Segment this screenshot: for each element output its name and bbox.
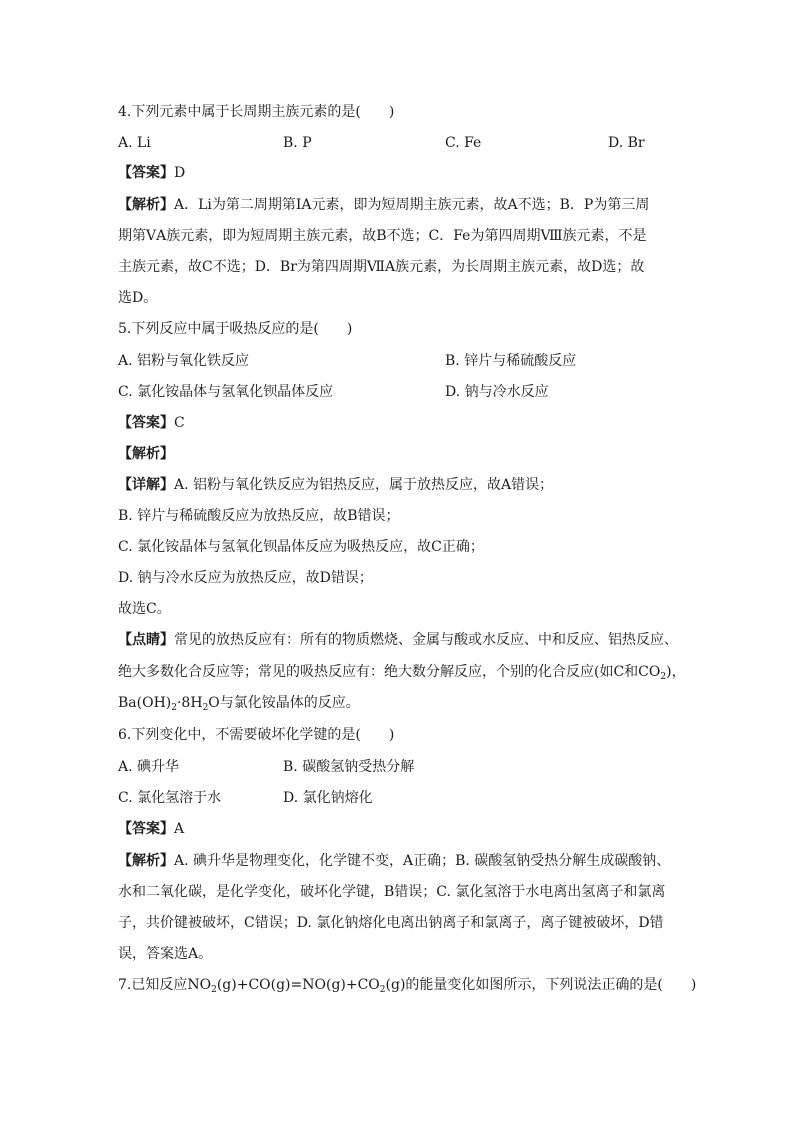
subscript: 2 bbox=[171, 703, 177, 713]
q4-analysis-line-1 bbox=[118, 195, 688, 215]
q4-option-c: C. Fe bbox=[445, 135, 482, 151]
q5-note-line-3 bbox=[118, 693, 688, 713]
answer-value: C bbox=[174, 415, 185, 431]
stem-text: (g)的能量变化如图所示，下列说法正确的是( ) bbox=[385, 977, 697, 993]
q5-note-line-2 bbox=[118, 662, 688, 682]
note-text: 绝大多数化合反应等；常见的吸热反应有：绝大数分解反应，个别的化合反应(如C和CO bbox=[118, 664, 661, 680]
q6-option-d: D. 氯化钠熔化 bbox=[283, 790, 373, 806]
q5-analysis-tag bbox=[118, 444, 688, 464]
subscript: 2 bbox=[660, 672, 667, 682]
note-text: 常见的放热反应有：所有的物质燃烧、金属与酸或水反应、中和反应、铝热反应、 bbox=[174, 632, 678, 648]
q5-note-line-1 bbox=[118, 630, 688, 650]
question-5-stem: 5.下列反应中属于吸热反应的是( ) bbox=[118, 321, 353, 337]
q4-analysis-line-4: 选D。 bbox=[118, 290, 158, 306]
analysis-text: A. 碘升华是物理变化，化学键不变，A正确；B. 碳酸氢钠受热分解生成碳酸钠、 bbox=[174, 853, 671, 869]
formula-text: Ba(OH) bbox=[118, 695, 172, 711]
q4-option-d: D. Br bbox=[608, 135, 645, 151]
answer-value: A bbox=[174, 821, 185, 837]
q4-option-b: B. P bbox=[283, 135, 312, 151]
note-text: O与氯化铵晶体的反应。 bbox=[208, 695, 360, 711]
analysis-tag: 【解析】 bbox=[118, 853, 174, 869]
q5-detail-line-3: C. 氯化铵晶体与氢氧化钡晶体反应为吸热反应，故C正确； bbox=[118, 539, 484, 555]
answer-value: D bbox=[174, 165, 186, 181]
stem-text: (g)+CO(g)=NO(g)+CO bbox=[216, 977, 380, 993]
q5-option-a: A. 铝粉与氧化铁反应 bbox=[118, 353, 250, 369]
question-4-stem: 4.下列元素中属于长周期主族元素的是( ) bbox=[118, 104, 395, 120]
q6-analysis-line-3: 子，共价键被破坏，C错误；D. 氯化钠熔化电离出钠离子和氯离子，离子键被破坏，D错 bbox=[118, 915, 664, 931]
q4-analysis-line-3: 主族元素，故C不选；D．Br为第四周期ⅦA族元素，为长周期主族元素，故D选；故 bbox=[118, 259, 645, 275]
q5-detail-line-4: D. 钠与冷水反应为放热反应，故D错误； bbox=[118, 570, 373, 586]
q6-option-a: A. 碘升华 bbox=[118, 759, 180, 775]
q5-answer bbox=[118, 413, 688, 433]
q6-answer bbox=[118, 819, 688, 839]
q6-option-b: B. 碳酸氢钠受热分解 bbox=[283, 759, 415, 775]
stem-text: 7.已知反应NO bbox=[118, 977, 212, 993]
q6-analysis-line-1 bbox=[118, 851, 688, 871]
q6-option-c: C. 氯化氢溶于水 bbox=[118, 790, 222, 806]
analysis-text: A．Li为第二周期第ⅠA元素，即为短周期主族元素，故A不选；B．P为第三周 bbox=[174, 197, 650, 213]
q4-answer bbox=[118, 163, 688, 183]
q5-option-c: C. 氯化铵晶体与氢氧化钡晶体反应 bbox=[118, 384, 334, 400]
question-7-stem bbox=[118, 975, 697, 995]
q5-option-b: B. 锌片与稀硫酸反应 bbox=[445, 353, 577, 369]
answer-tag: 【答案】 bbox=[118, 165, 174, 181]
q4-analysis-line-2: 期第ⅤA族元素，即为短周期主族元素，故B不选；C．Fe为第四周期Ⅷ族元素，不是 bbox=[118, 228, 647, 244]
detail-tag: 【详解】 bbox=[118, 477, 174, 493]
q5-option-d: D. 钠与冷水反应 bbox=[445, 384, 549, 400]
detail-text: A. 铝粉与氧化铁反应为铝热反应，属于放热反应，故A错误； bbox=[174, 477, 554, 493]
subscript: 2 bbox=[379, 985, 386, 995]
q6-analysis-line-2: 水和二氧化碳，是化学变化，破坏化学键，B错误；C. 氯化氢溶于水电离出氢离子和氯离 bbox=[118, 884, 666, 900]
note-text: )， bbox=[666, 664, 686, 680]
analysis-tag: 【解析】 bbox=[118, 197, 174, 213]
q4-option-a: A. Li bbox=[118, 135, 151, 151]
q5-detail-line-5: 故选C。 bbox=[118, 601, 171, 617]
q6-analysis-line-4: 误，答案选A。 bbox=[118, 946, 213, 962]
answer-tag: 【答案】 bbox=[118, 821, 174, 837]
analysis-tag: 【解析】 bbox=[118, 446, 174, 462]
subscript: 2 bbox=[211, 985, 217, 995]
question-6-stem: 6.下列变化中，不需要破坏化学键的是( ) bbox=[118, 727, 395, 743]
answer-tag: 【答案】 bbox=[118, 415, 174, 431]
q5-detail-line-1 bbox=[118, 475, 688, 495]
subscript: 2 bbox=[202, 703, 209, 713]
formula-text: ·8H bbox=[176, 695, 203, 711]
q5-detail-line-2: B. 锌片与稀硫酸反应为放热反应，故B错误； bbox=[118, 508, 400, 524]
note-tag: 【点睛】 bbox=[118, 632, 174, 648]
